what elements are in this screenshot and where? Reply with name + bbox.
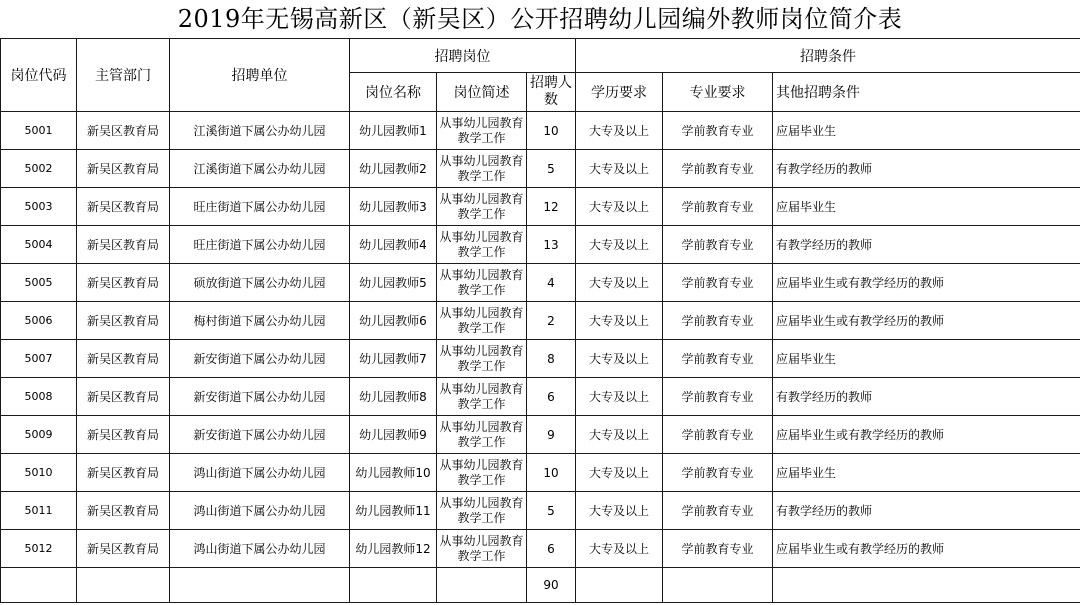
cell-other-conditions: 应届毕业生或有教学经历的教师 (773, 302, 1080, 340)
cell-education: 大专及以上 (576, 226, 663, 264)
total-row (1, 568, 1080, 603)
cell-major: 学前教育专业 (663, 416, 773, 454)
cell-post-code: 5011 (1, 492, 77, 530)
cell-education: 大专及以上 (576, 492, 663, 530)
cell-major: 学前教育专业 (663, 188, 773, 226)
cell-post-name: 幼儿园教师12 (350, 530, 437, 568)
cell-post-description: 从事幼儿园教育教学工作 (437, 226, 527, 264)
cell-post-description: 从事幼儿园教育教学工作 (437, 340, 527, 378)
cell-post-name: 幼儿园教师5 (350, 264, 437, 302)
cell-major: 学前教育专业 (663, 264, 773, 302)
cell-post-description: 从事幼儿园教育教学工作 (437, 150, 527, 188)
cell-hire-count: 2 (527, 302, 576, 340)
cell-department: 新吴区教育局 (77, 188, 170, 226)
table-row (1, 492, 1080, 530)
cell-post-code: 5008 (1, 378, 77, 416)
header-dept: 主管部门 (77, 39, 170, 112)
cell-department: 新吴区教育局 (77, 302, 170, 340)
cell-hire-count: 6 (527, 378, 576, 416)
recruitment-table (0, 38, 1080, 603)
cell-post-code: 5001 (1, 112, 77, 150)
cell-post-name: 幼儿园教师2 (350, 150, 437, 188)
cell-other-conditions: 应届毕业生或有教学经历的教师 (773, 416, 1080, 454)
cell-education: 大专及以上 (576, 264, 663, 302)
cell-post-code: 5012 (1, 530, 77, 568)
table-row (1, 226, 1080, 264)
cell-post-description: 从事幼儿园教育教学工作 (437, 454, 527, 492)
cell-post-code: 5002 (1, 150, 77, 188)
total-empty-cell (663, 568, 773, 603)
cell-department: 新吴区教育局 (77, 340, 170, 378)
cell-post-description: 从事幼儿园教育教学工作 (437, 112, 527, 150)
total-empty-cell (773, 568, 1080, 603)
cell-post-code: 5010 (1, 454, 77, 492)
cell-hiring-unit: 梅村街道下属公办幼儿园 (170, 302, 350, 340)
total-empty-cell (437, 568, 527, 603)
table-row (1, 416, 1080, 454)
cell-post-description: 从事幼儿园教育教学工作 (437, 530, 527, 568)
cell-major: 学前教育专业 (663, 112, 773, 150)
total-empty-cell (350, 568, 437, 603)
cell-other-conditions: 应届毕业生 (773, 340, 1080, 378)
cell-hire-count: 9 (527, 416, 576, 454)
cell-hiring-unit: 鸿山街道下属公办幼儿园 (170, 492, 350, 530)
cell-hiring-unit: 鸿山街道下属公办幼儿园 (170, 530, 350, 568)
cell-major: 学前教育专业 (663, 378, 773, 416)
cell-education: 大专及以上 (576, 378, 663, 416)
cell-post-description: 从事幼儿园教育教学工作 (437, 416, 527, 454)
cell-hiring-unit: 鸿山街道下属公办幼儿园 (170, 454, 350, 492)
cell-hire-count: 5 (527, 492, 576, 530)
header-post-name: 岗位名称 (350, 73, 437, 112)
cell-post-name: 幼儿园教师8 (350, 378, 437, 416)
cell-hire-count: 13 (527, 226, 576, 264)
table-row (1, 112, 1080, 150)
cell-post-name: 幼儿园教师1 (350, 112, 437, 150)
header-major: 专业要求 (663, 73, 773, 112)
header-count: 招聘人数 (527, 73, 576, 112)
cell-post-name: 幼儿园教师9 (350, 416, 437, 454)
cell-post-code: 5004 (1, 226, 77, 264)
cell-post-code: 5009 (1, 416, 77, 454)
cell-hiring-unit: 新安街道下属公办幼儿园 (170, 416, 350, 454)
header-post-desc: 岗位简述 (437, 73, 527, 112)
table-row (1, 150, 1080, 188)
cell-hire-count: 12 (527, 188, 576, 226)
cell-education: 大专及以上 (576, 416, 663, 454)
cell-hire-count: 6 (527, 530, 576, 568)
cell-department: 新吴区教育局 (77, 530, 170, 568)
table-row (1, 188, 1080, 226)
cell-department: 新吴区教育局 (77, 378, 170, 416)
cell-other-conditions: 有教学经历的教师 (773, 492, 1080, 530)
cell-post-description: 从事幼儿园教育教学工作 (437, 492, 527, 530)
header-other: 其他招聘条件 (773, 73, 1080, 112)
cell-education: 大专及以上 (576, 454, 663, 492)
cell-post-name: 幼儿园教师6 (350, 302, 437, 340)
cell-post-name: 幼儿园教师10 (350, 454, 437, 492)
cell-post-description: 从事幼儿园教育教学工作 (437, 378, 527, 416)
cell-department: 新吴区教育局 (77, 454, 170, 492)
header-unit: 招聘单位 (170, 39, 350, 112)
cell-post-code: 5006 (1, 302, 77, 340)
cell-education: 大专及以上 (576, 302, 663, 340)
cell-post-code: 5007 (1, 340, 77, 378)
cell-department: 新吴区教育局 (77, 112, 170, 150)
cell-other-conditions: 有教学经历的教师 (773, 150, 1080, 188)
total-empty-cell (77, 568, 170, 603)
table-row (1, 378, 1080, 416)
table-row (1, 340, 1080, 378)
cell-hire-count: 10 (527, 454, 576, 492)
cell-post-name: 幼儿园教师11 (350, 492, 437, 530)
header-condition-group: 招聘条件 (576, 39, 1080, 73)
cell-major: 学前教育专业 (663, 492, 773, 530)
cell-post-name: 幼儿园教师7 (350, 340, 437, 378)
cell-post-code: 5003 (1, 188, 77, 226)
cell-hiring-unit: 江溪街道下属公办幼儿园 (170, 112, 350, 150)
cell-post-description: 从事幼儿园教育教学工作 (437, 302, 527, 340)
cell-hiring-unit: 硕放街道下属公办幼儿园 (170, 264, 350, 302)
cell-hire-count: 5 (527, 150, 576, 188)
cell-department: 新吴区教育局 (77, 226, 170, 264)
cell-other-conditions: 应届毕业生或有教学经历的教师 (773, 530, 1080, 568)
cell-other-conditions: 应届毕业生 (773, 188, 1080, 226)
cell-other-conditions: 有教学经历的教师 (773, 378, 1080, 416)
total-empty-cell (576, 568, 663, 603)
cell-education: 大专及以上 (576, 340, 663, 378)
cell-hiring-unit: 旺庄街道下属公办幼儿园 (170, 226, 350, 264)
cell-other-conditions: 有教学经历的教师 (773, 226, 1080, 264)
cell-hiring-unit: 江溪街道下属公办幼儿园 (170, 150, 350, 188)
total-empty-cell (1, 568, 77, 603)
cell-other-conditions: 应届毕业生或有教学经历的教师 (773, 264, 1080, 302)
total-empty-cell (170, 568, 350, 603)
header-post-group: 招聘岗位 (350, 39, 576, 73)
cell-hire-count: 10 (527, 112, 576, 150)
cell-hiring-unit: 新安街道下属公办幼儿园 (170, 340, 350, 378)
table-row (1, 530, 1080, 568)
cell-major: 学前教育专业 (663, 530, 773, 568)
cell-hiring-unit: 新安街道下属公办幼儿园 (170, 378, 350, 416)
cell-department: 新吴区教育局 (77, 150, 170, 188)
cell-post-description: 从事幼儿园教育教学工作 (437, 188, 527, 226)
cell-hiring-unit: 旺庄街道下属公办幼儿园 (170, 188, 350, 226)
table-row (1, 454, 1080, 492)
cell-post-name: 幼儿园教师3 (350, 188, 437, 226)
cell-other-conditions: 应届毕业生 (773, 112, 1080, 150)
cell-department: 新吴区教育局 (77, 492, 170, 530)
cell-education: 大专及以上 (576, 188, 663, 226)
page-title: 2019年无锡高新区（新吴区）公开招聘幼儿园编外教师岗位简介表 (177, 5, 903, 33)
table-row (1, 302, 1080, 340)
cell-hire-count: 8 (527, 340, 576, 378)
cell-post-code: 5005 (1, 264, 77, 302)
cell-major: 学前教育专业 (663, 226, 773, 264)
cell-post-name: 幼儿园教师4 (350, 226, 437, 264)
cell-department: 新吴区教育局 (77, 264, 170, 302)
header-edu: 学历要求 (576, 73, 663, 112)
cell-education: 大专及以上 (576, 150, 663, 188)
total-count: 90 (527, 568, 576, 603)
cell-major: 学前教育专业 (663, 340, 773, 378)
cell-post-description: 从事幼儿园教育教学工作 (437, 264, 527, 302)
cell-major: 学前教育专业 (663, 150, 773, 188)
cell-hire-count: 4 (527, 264, 576, 302)
header-code: 岗位代码 (1, 39, 77, 112)
cell-education: 大专及以上 (576, 112, 663, 150)
cell-department: 新吴区教育局 (77, 416, 170, 454)
cell-other-conditions: 应届毕业生 (773, 454, 1080, 492)
table-row (1, 264, 1080, 302)
cell-major: 学前教育专业 (663, 454, 773, 492)
cell-education: 大专及以上 (576, 530, 663, 568)
cell-major: 学前教育专业 (663, 302, 773, 340)
